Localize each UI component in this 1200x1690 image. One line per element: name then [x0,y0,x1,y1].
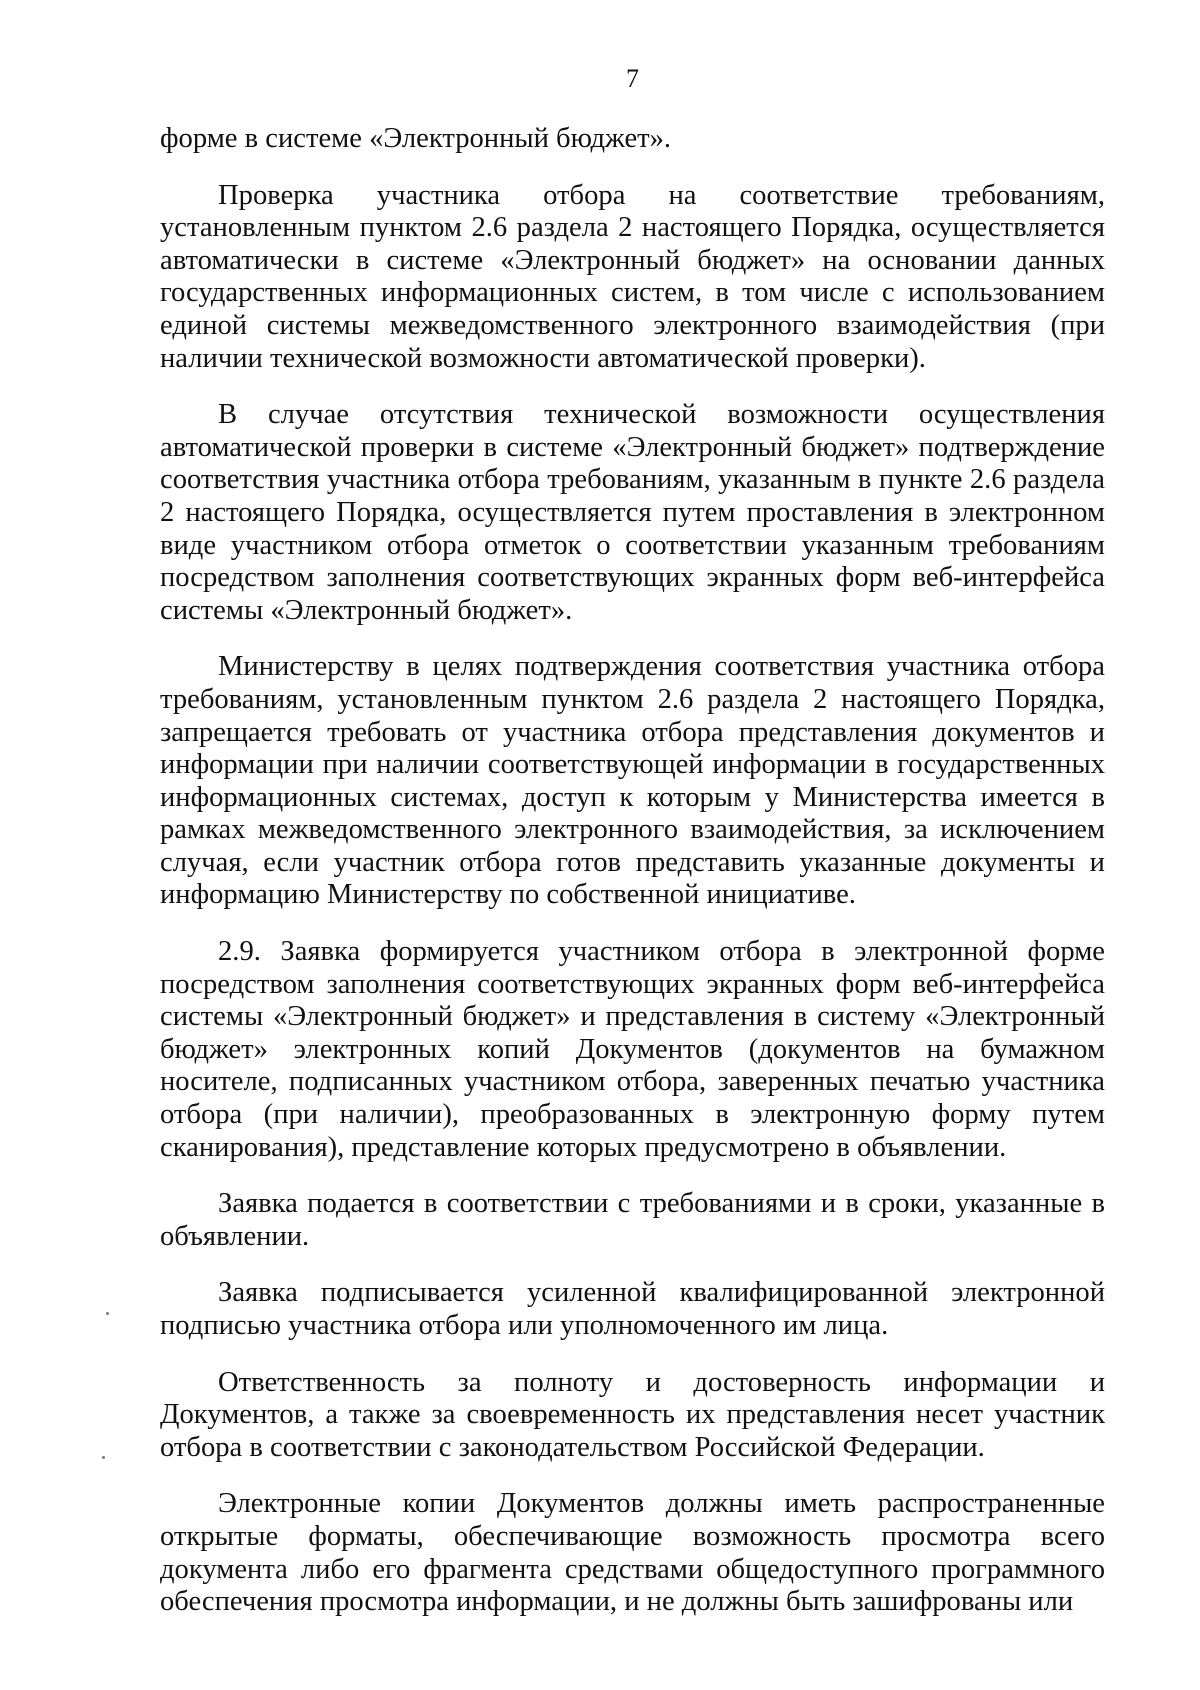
paragraph-signature: Заявка подписывается усиленной квалифицированной электронной подписью участника отбора или уполномоченного им лица. [160,1277,1105,1341]
document-body [160,123,1105,1619]
paragraph-manual-confirmation: В случае отсутствия технической возможности осуществления автоматической проверки в системе «Электронный бюджет» подтверждение соответствия участника отбора требованиям, указанным в пункте 2.6 раздела 2 настоящего Порядка, осуществляется путем проставления в электронном виде участником отбора отметок о соответствии указанным требованиям посредством заполнения соответствующих экранных форм веб-интерфейса системы «Электронный бюджет». [160,399,1105,626]
paragraph-submission-terms: Заявка подается в соответствии с требованиями и в сроки, указанные в объявлении. [160,1188,1105,1252]
paragraph-electronic-copies: Электронные копии Документов должны иметь распространенные открытые форматы, обеспечивающие возможность просмотра всего документа либо его фрагмента средствами общедоступного программного обеспечения просмотра информации, и не должны быть зашифрованы или [160,1488,1105,1618]
page-number: 7 [626,64,639,93]
paragraph-continuation: форме в системе «Электронный бюджет». [160,123,672,154]
paragraph-automatic-check: Проверка участника отбора на соответствие требованиям, установленным пунктом 2.6 раздела 2 настоящего Порядка, осуществляется автоматически в системе «Электронный бюджет» на основании данных государственных информационных систем, в том числе с использованием единой системы межведомственного электронного взаимодействия (при наличии технической возможности автоматической проверки). [160,179,1105,374]
scan-speck [106,1312,109,1315]
paragraph-section-2-9: 2.9. Заявка формируется участником отбора в электронной форме посредством заполнения соответствующих экранных форм веб-интерфейса системы «Электронный бюджет» и представления в систему «Электронный бюджет» электронных копий Документов (документов на бумажном носителе, подписанных участником отбора, заверенных печатью участника отбора (при наличии), преобразованных в электронную форму путем сканирования), представление которых предусмотрено в объявлении. [160,936,1105,1163]
paragraph-ministry-restriction: Министерству в целях подтверждения соответствия участника отбора требованиям, установленным пунктом 2.6 раздела 2 настоящего Порядка, запрещается требовать от участника отбора представления документов и информации при наличии соответствующей информации в государственных информационных системах, доступ к которым у Министерства имеется в рамках межведомственного электронного взаимодействия, за исключением случая, если участник отбора готов представить указанные документы и информацию Министерству по собственной инициативе. [160,651,1105,911]
paragraph-responsibility: Ответственность за полноту и достоверность информации и Документов, а также за своевременность их представления несет участник отбора в соответствии с законодательством Российской Федерации. [160,1366,1105,1463]
scan-speck [102,1456,105,1459]
